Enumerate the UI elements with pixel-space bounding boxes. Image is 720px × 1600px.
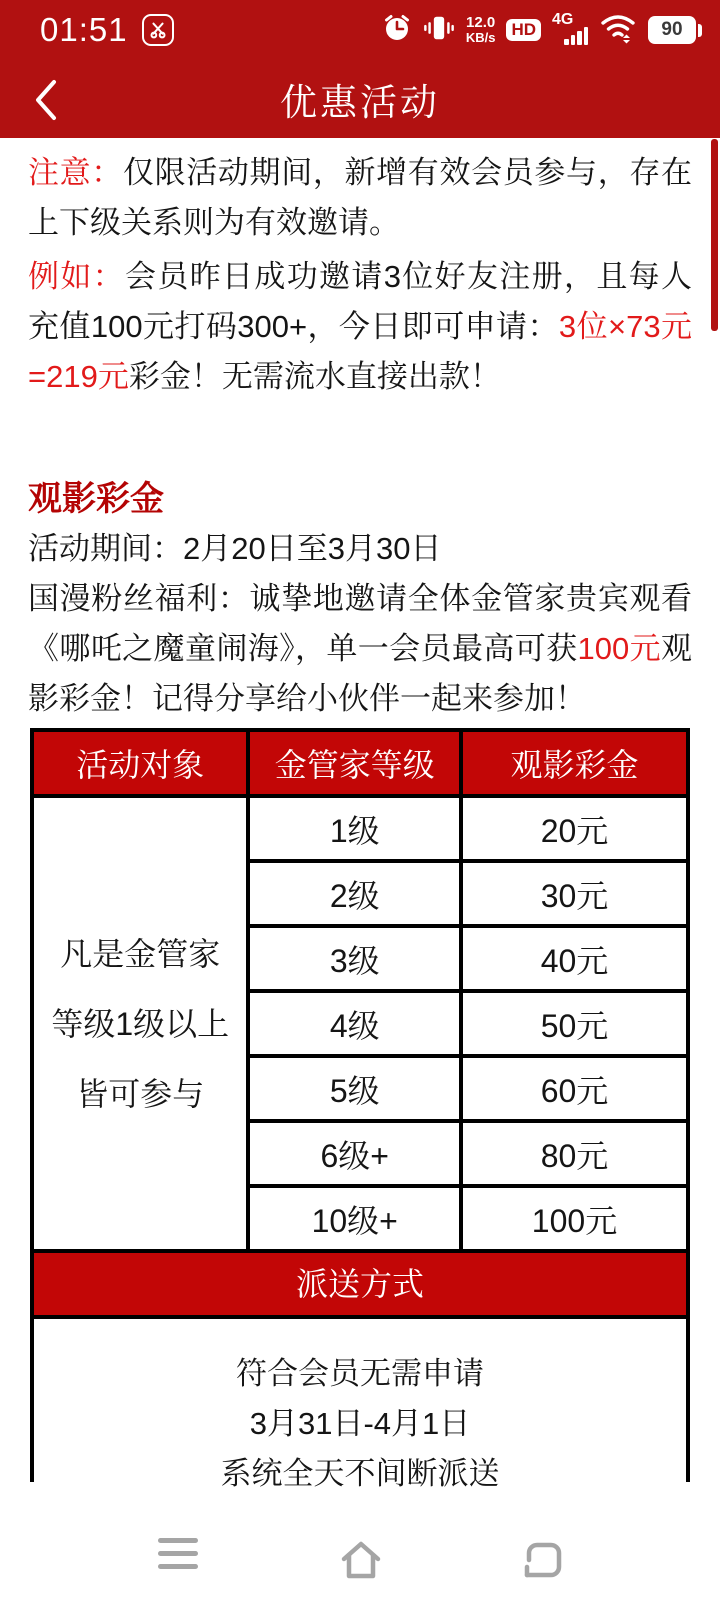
promo-content	[0, 138, 720, 1491]
movie-intro-paragraph	[0, 574, 720, 724]
header-level: 金管家等级	[248, 730, 461, 796]
scissors-notification-icon	[142, 14, 174, 46]
activity-period: 活动期间：2月20日至3月30日	[28, 531, 442, 566]
level-cell: 1级	[248, 796, 461, 861]
audience-line: 皆可参与	[76, 1075, 205, 1112]
delivery-method-body	[30, 1319, 690, 1491]
header-audience: 活动对象	[32, 730, 248, 796]
status-bar-right	[382, 12, 702, 49]
network-speed	[466, 15, 496, 44]
system-nav-bar	[0, 1520, 720, 1600]
level-cell: 6级+	[248, 1121, 461, 1186]
app-nav-bar	[0, 60, 720, 138]
bonus-cell: 40元	[461, 926, 688, 991]
bonus-cell: 60元	[461, 1056, 688, 1121]
network-speed-unit: KB/s	[465, 30, 496, 46]
home-button[interactable]	[338, 1538, 384, 1587]
example-paragraph	[0, 252, 720, 402]
delivery-line: 系统全天不间断派送	[220, 1456, 500, 1491]
bonus-cell: 100元	[461, 1186, 688, 1251]
notice-text: 仅限活动期间，新增有效会员参与，存在上下级关系则为有效邀请。	[28, 155, 693, 240]
audience-line: 凡是金管家	[60, 935, 221, 972]
bonus-cell: 50元	[461, 991, 688, 1056]
intro-before: 国漫粉丝福利：诚挚地邀请全体金管家贵宾观看《哪吒之魔童闹海》，单一会员最高可获	[28, 581, 692, 666]
bonus-table	[30, 728, 690, 1253]
scrollbar-thumb[interactable]	[711, 139, 718, 331]
level-cell: 5级	[248, 1056, 461, 1121]
status-bar-left	[40, 11, 174, 49]
signal-bars	[564, 27, 588, 45]
level-cell: 3级	[248, 926, 461, 991]
delivery-line: 符合会员无需申请	[236, 1356, 484, 1391]
battery-indicator	[648, 16, 702, 44]
recents-menu-button[interactable]	[158, 1538, 198, 1577]
clock-time: 01:51	[40, 11, 128, 48]
example-text-before: 会员昨日成功邀请3位好友注册，且每人充值100元打码300+，今日即可申请：	[28, 259, 692, 344]
network-speed-value: 12.0	[466, 14, 496, 32]
status-bar	[0, 0, 720, 60]
table-header-row	[32, 730, 688, 796]
intro-highlight: 100元	[577, 631, 661, 666]
movie-bonus-heading: 观影彩金	[28, 480, 164, 518]
battery-nub	[698, 24, 702, 37]
example-highlight: 3位×73元=219元	[28, 309, 693, 394]
back-nav-button[interactable]	[520, 1538, 566, 1587]
battery-level: 90	[648, 16, 696, 44]
bonus-cell: 20元	[461, 796, 688, 861]
delivery-method-header: 派送方式	[30, 1253, 690, 1319]
level-cell: 4级	[248, 991, 461, 1056]
audience-cell	[32, 796, 248, 1251]
table-row	[32, 796, 688, 861]
intro-after: 观影彩金！记得分享给小伙伴一起来参加！	[28, 631, 692, 716]
alarm-icon	[382, 13, 412, 48]
vibrate-icon	[423, 13, 455, 48]
wifi-icon	[599, 12, 637, 49]
notice-label: 注意：	[28, 155, 123, 190]
level-cell: 10级+	[248, 1186, 461, 1251]
example-text-after: 彩金！无需流水直接出款！	[128, 359, 501, 394]
example-label: 例如：	[28, 259, 126, 294]
level-cell: 2级	[248, 861, 461, 926]
hd-badge: HD	[506, 19, 541, 42]
audience-line: 等级1级以上	[51, 1005, 230, 1042]
bonus-table-wrapper	[30, 728, 690, 1491]
bonus-cell: 80元	[461, 1121, 688, 1186]
bonus-cell: 30元	[461, 861, 688, 926]
network-type-label: 4G	[552, 11, 574, 28]
page-title: 优惠活动	[280, 82, 440, 123]
cell-signal-icon	[552, 13, 588, 47]
header-bonus: 观影彩金	[461, 730, 688, 796]
delivery-line: 3月31日-4月1日	[249, 1406, 471, 1441]
notice-paragraph	[0, 148, 720, 248]
